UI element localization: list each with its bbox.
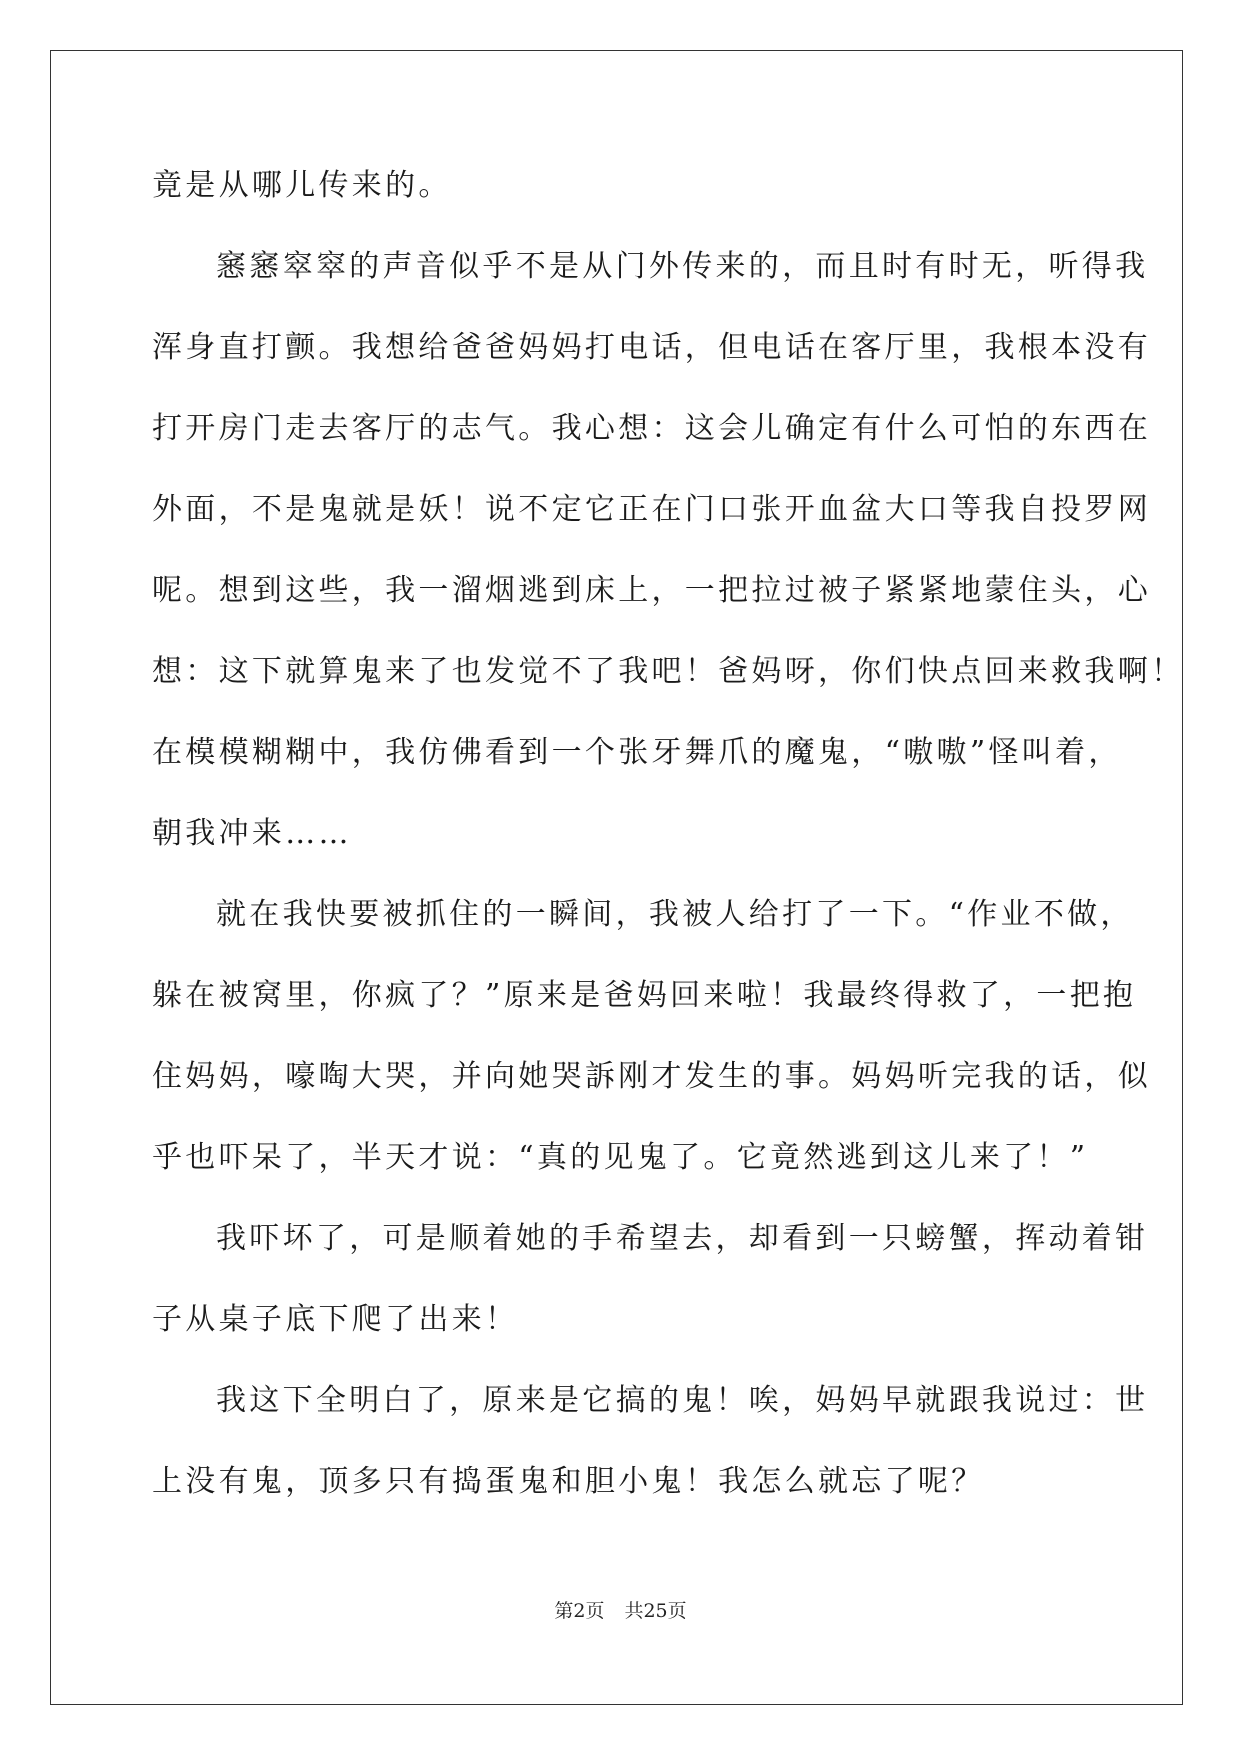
paragraph-first-line: 就在我快要被抓住的一瞬间，我被人给打了一下。“作业不做， <box>216 897 1134 932</box>
document-body <box>152 160 1185 1537</box>
text-line: 外面，不是鬼就是妖！说不定它正在门口张开血盆大口等我自投罗网 <box>152 492 1151 527</box>
page-total: 共25页 <box>624 1600 687 1622</box>
page-number: 第2页 <box>554 1600 605 1622</box>
paragraph-first-line: 我这下全明白了，原来是它搞的鬼！唉，妈妈早就跟我说过：世 <box>216 1383 1149 1418</box>
text-line: 呢。想到这些，我一溜烟逃到床上，一把拉过被子紧紧地蒙住头，心 <box>152 573 1151 608</box>
paragraph-first-line: 我吓坏了，可是顺着她的手希望去，却看到一只螃蟹，挥动着钳 <box>216 1221 1149 1256</box>
text-line: 朝我冲来…… <box>152 816 352 851</box>
text-line: 在模模糊糊中，我仿佛看到一个张牙舞爪的魔鬼，“嗷嗷”怪叫着， <box>152 735 1122 770</box>
text-line: 躲在被窝里，你疯了？”原来是爸妈回来啦！我最终得救了，一把抱 <box>152 978 1137 1013</box>
paragraph-first-line: 窸窸窣窣的声音似乎不是从门外传来的，而且时有时无，听得我 <box>216 249 1149 284</box>
text-line: 乎也吓呆了，半天才说：“真的见鬼了。它竟然逃到这儿来了！” <box>152 1140 1089 1175</box>
text-line: 浑身直打颤。我想给爸爸妈妈打电话，但电话在客厅里，我根本没有 <box>152 330 1151 365</box>
page-footer <box>0 1596 1241 1623</box>
text-line: 竟是从哪儿传来的。 <box>152 168 452 203</box>
text-line: 想：这下就算鬼来了也发觉不了我吧！爸妈呀，你们快点回来救我啊！ <box>152 654 1185 689</box>
text-line: 子从桌子底下爬了出来！ <box>152 1302 519 1337</box>
text-line: 上没有鬼，顶多只有捣蛋鬼和胆小鬼！我怎么就忘了呢？ <box>152 1464 985 1499</box>
text-line: 打开房门走去客厅的志气。我心想：这会儿确定有什么可怕的东西在 <box>152 411 1151 446</box>
text-line: 住妈妈，嚎啕大哭，并向她哭訴刚才发生的事。妈妈听完我的话，似 <box>152 1059 1151 1094</box>
